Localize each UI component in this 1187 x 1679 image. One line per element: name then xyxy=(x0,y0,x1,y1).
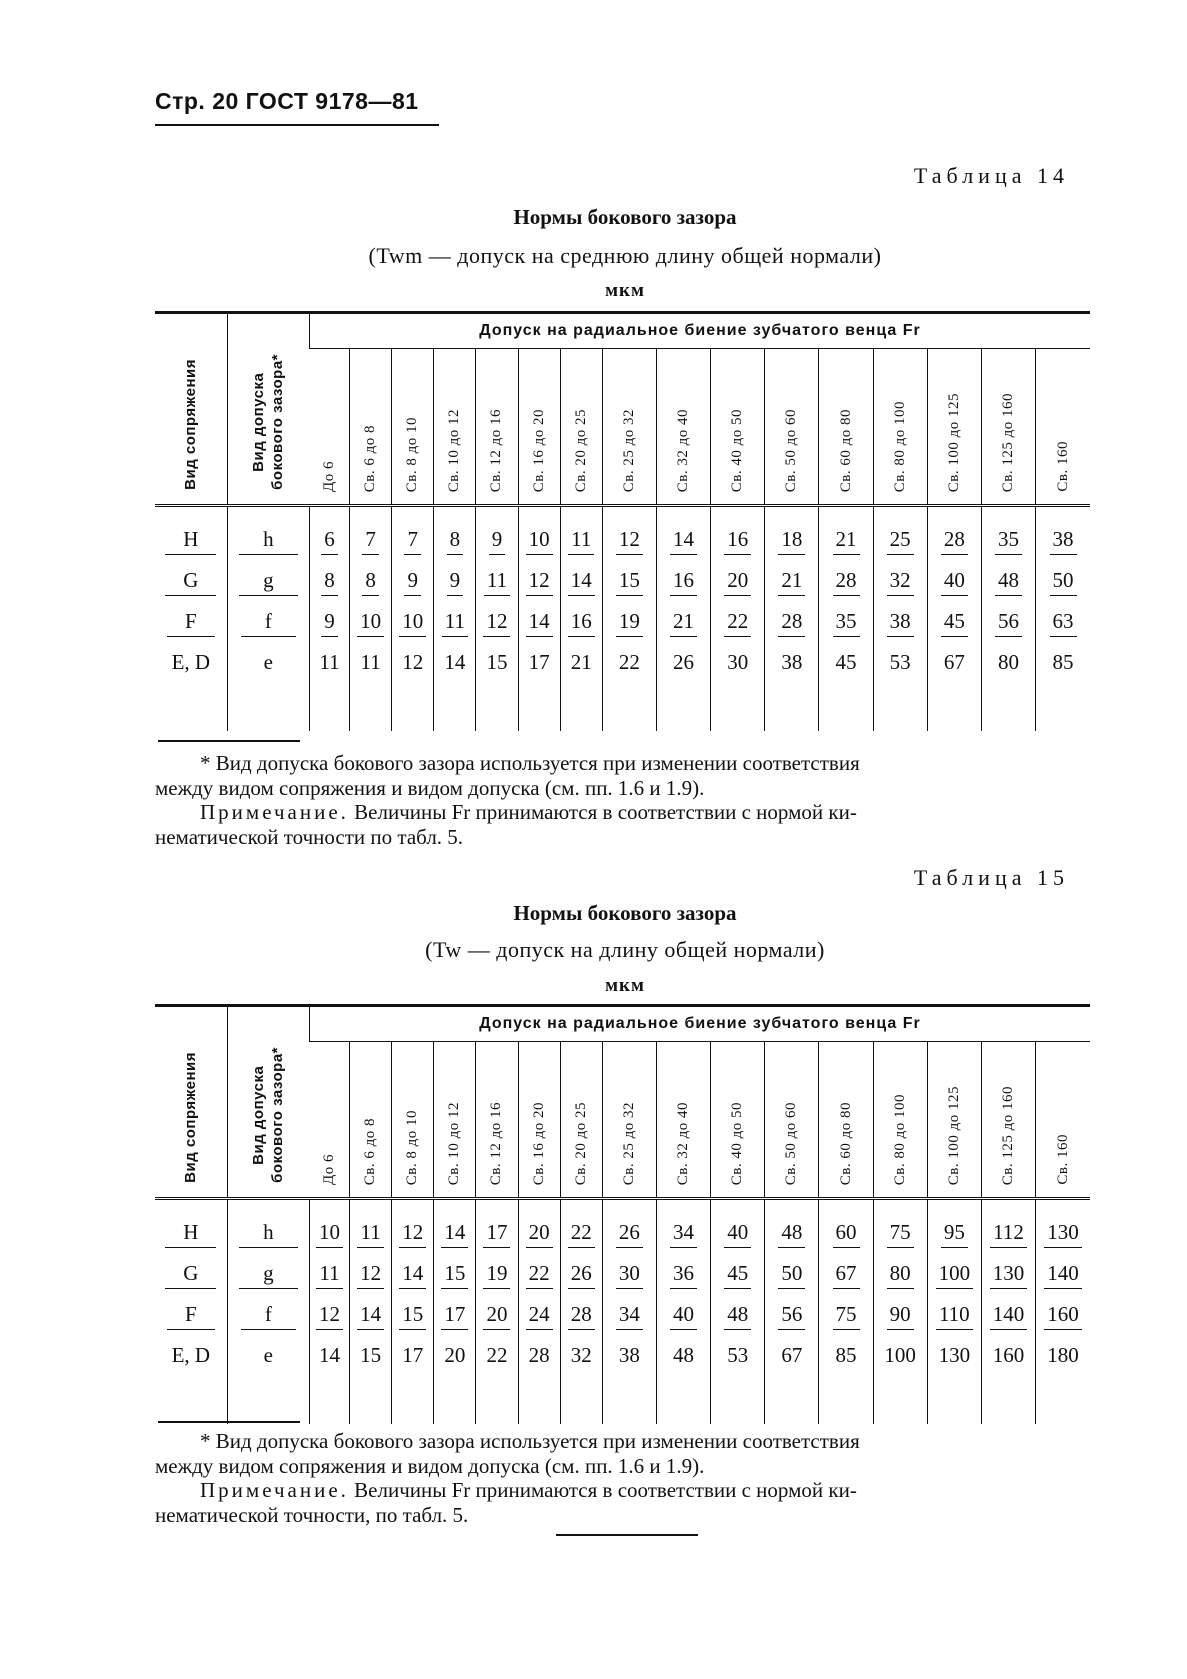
cell-value: 130 xyxy=(1036,1212,1090,1253)
cell-value: 14 xyxy=(518,601,560,642)
cell-value: 17 xyxy=(476,1212,518,1253)
header-range-5 xyxy=(518,1041,560,1198)
cell-value: 15 xyxy=(392,1294,434,1335)
table-row xyxy=(155,560,1090,601)
cell-value: 160 xyxy=(1036,1294,1090,1335)
cell-value: 17 xyxy=(518,642,560,683)
header-range-14 xyxy=(981,348,1035,505)
table-row xyxy=(155,1335,1090,1376)
header-clearance-tolerance-line1: Вид допуска xyxy=(250,1065,268,1165)
header-clearance-tolerance-line2: бокового зазора* xyxy=(269,1047,287,1183)
cell-value: 16 xyxy=(656,560,710,601)
cell-value: 8 xyxy=(434,519,476,560)
cell-value: 28 xyxy=(819,560,873,601)
table-row xyxy=(155,1253,1090,1294)
cell-value: 7 xyxy=(350,519,392,560)
header-range-label: Св. 32 до 40 xyxy=(675,1101,692,1185)
header-range-label: Св. 6 до 8 xyxy=(362,1117,379,1185)
cell-value: 18 xyxy=(765,519,819,560)
cell-value: 11 xyxy=(560,519,602,560)
header-range-7 xyxy=(602,1041,656,1198)
header-range-11 xyxy=(819,1041,873,1198)
cell-value: 12 xyxy=(309,1294,349,1335)
cell-tolerance-type: g xyxy=(227,1253,309,1294)
cell-value: 50 xyxy=(765,1253,819,1294)
table-15-note-text2: нематической точности, по табл. 5. xyxy=(155,1503,469,1527)
header-range-9 xyxy=(711,348,765,505)
header-range-label: Св. 10 до 12 xyxy=(446,1101,463,1185)
cell-value: 67 xyxy=(819,1253,873,1294)
header-range-7 xyxy=(602,348,656,505)
cell-value: 8 xyxy=(309,560,349,601)
header-range-label: Св. 32 до 40 xyxy=(675,408,692,492)
cell-value: 10 xyxy=(518,519,560,560)
cell-value: 40 xyxy=(711,1212,765,1253)
cell-value: 28 xyxy=(927,519,981,560)
header-clearance-tolerance-line1: Вид допуска xyxy=(250,372,268,472)
cell-tolerance-type: f xyxy=(227,601,309,642)
cell-value: 21 xyxy=(656,601,710,642)
cell-value: 48 xyxy=(765,1212,819,1253)
cell-value: 16 xyxy=(560,601,602,642)
table-14 xyxy=(155,311,1090,731)
table-15-unit: мкм xyxy=(605,975,645,996)
table-row xyxy=(155,519,1090,560)
cell-value: 140 xyxy=(1036,1253,1090,1294)
cell-value: 75 xyxy=(819,1294,873,1335)
cell-mate-type: G xyxy=(155,1253,227,1294)
header-range-15 xyxy=(1036,1041,1090,1198)
header-range-10 xyxy=(765,1041,819,1198)
header-range-label: Св. 25 до 32 xyxy=(620,1101,637,1185)
cell-value: 11 xyxy=(350,1212,392,1253)
cell-value: 15 xyxy=(434,1253,476,1294)
header-range-label: Св. 10 до 12 xyxy=(446,408,463,492)
cell-value: 11 xyxy=(309,1253,349,1294)
header-mate-type xyxy=(155,1006,227,1199)
cell-value: 80 xyxy=(981,642,1035,683)
cell-value: 17 xyxy=(434,1294,476,1335)
header-range-3 xyxy=(434,1041,476,1198)
cell-value: 48 xyxy=(656,1335,710,1376)
cell-value: 48 xyxy=(711,1294,765,1335)
cell-value: 19 xyxy=(602,601,656,642)
cell-value: 45 xyxy=(927,601,981,642)
header-mate-type-label: Вид сопряжения xyxy=(182,1052,200,1183)
cell-value: 38 xyxy=(873,601,927,642)
cell-value: 26 xyxy=(602,1212,656,1253)
cell-value: 7 xyxy=(392,519,434,560)
cell-value: 38 xyxy=(602,1335,656,1376)
cell-value: 36 xyxy=(656,1253,710,1294)
table-14-footnote-line1: * Вид допуска бокового зазора используется при изменении соответствия xyxy=(200,751,860,775)
cell-tolerance-type: e xyxy=(227,642,309,683)
cell-value: 28 xyxy=(560,1294,602,1335)
cell-value: 12 xyxy=(518,560,560,601)
cell-value: 40 xyxy=(656,1294,710,1335)
cell-value: 35 xyxy=(981,519,1035,560)
cell-value: 95 xyxy=(927,1212,981,1253)
cell-value: 48 xyxy=(981,560,1035,601)
cell-value: 28 xyxy=(518,1335,560,1376)
cell-value: 63 xyxy=(1036,601,1090,642)
cell-value: 14 xyxy=(434,642,476,683)
header-range-label: Св. 16 до 20 xyxy=(530,408,547,492)
header-range-8 xyxy=(656,1041,710,1198)
header-range-1 xyxy=(350,348,392,505)
table-14-note-text1: Величины Fr принимаются в соответствии с нормой ки- xyxy=(348,800,857,824)
cell-value: 56 xyxy=(765,1294,819,1335)
cell-mate-type: F xyxy=(155,1294,227,1335)
cell-value: 14 xyxy=(434,1212,476,1253)
cell-value: 38 xyxy=(1036,519,1090,560)
cell-value: 22 xyxy=(560,1212,602,1253)
header-range-11 xyxy=(819,348,873,505)
table-15-footnote-line1: * Вид допуска бокового зазора используется при изменении соответствия xyxy=(200,1429,860,1453)
cell-value: 30 xyxy=(602,1253,656,1294)
header-range-label: Св. 80 до 100 xyxy=(891,400,908,492)
cell-value: 11 xyxy=(350,642,392,683)
cell-value: 67 xyxy=(927,642,981,683)
header-range-label: Св. 60 до 80 xyxy=(837,1101,854,1185)
header-range-label: Св. 12 до 16 xyxy=(488,1101,505,1185)
cell-value: 32 xyxy=(560,1335,602,1376)
cell-value: 9 xyxy=(309,601,349,642)
cell-value: 12 xyxy=(602,519,656,560)
table-row xyxy=(155,1212,1090,1253)
header-clearance-tolerance-type xyxy=(227,1006,309,1199)
header-range-2 xyxy=(392,348,434,505)
header-range-label: Св. 8 до 10 xyxy=(404,1109,421,1185)
table-15-note-text1: Величины Fr принимаются в соответствии с нормой ки- xyxy=(348,1478,857,1502)
cell-value: 22 xyxy=(711,601,765,642)
table-15-note xyxy=(155,1478,1090,1528)
header-range-label: Св. 60 до 80 xyxy=(837,408,854,492)
header-range-label: Св. 125 до 160 xyxy=(999,1085,1016,1185)
header-range-label: Св. 6 до 8 xyxy=(362,424,379,492)
running-head-rule xyxy=(155,124,439,126)
cell-value: 22 xyxy=(476,1335,518,1376)
cell-mate-type: F xyxy=(155,601,227,642)
cell-value: 85 xyxy=(1036,642,1090,683)
cell-value: 75 xyxy=(873,1212,927,1253)
header-range-8 xyxy=(656,348,710,505)
cell-value: 11 xyxy=(476,560,518,601)
table-15-number: Таблица 15 xyxy=(913,865,1069,890)
header-range-label: Св. 80 до 100 xyxy=(891,1093,908,1185)
header-range-15 xyxy=(1036,348,1090,505)
cell-value: 38 xyxy=(765,642,819,683)
table-14-footnote xyxy=(155,751,1090,801)
header-range-label: Св. 12 до 16 xyxy=(488,408,505,492)
cell-value: 80 xyxy=(873,1253,927,1294)
header-range-label: Св. 20 до 25 xyxy=(572,1101,589,1185)
cell-value: 20 xyxy=(434,1335,476,1376)
cell-value: 8 xyxy=(350,560,392,601)
cell-value: 16 xyxy=(711,519,765,560)
header-range-label: Св. 8 до 10 xyxy=(404,416,421,492)
cell-value: 180 xyxy=(1036,1335,1090,1376)
cell-value: 22 xyxy=(518,1253,560,1294)
header-range-label: Св. 25 до 32 xyxy=(620,408,637,492)
cell-mate-type: E, D xyxy=(171,650,211,674)
table-14-note-text2: нематической точности по табл. 5. xyxy=(155,825,464,849)
table-14-note xyxy=(155,800,1090,850)
cell-value: 28 xyxy=(765,601,819,642)
cell-value: 110 xyxy=(927,1294,981,1335)
header-range-label: До 6 xyxy=(320,1154,337,1185)
cell-value: 14 xyxy=(309,1335,349,1376)
cell-value: 40 xyxy=(927,560,981,601)
cell-value: 9 xyxy=(392,560,434,601)
table-14-footnote-line2: между видом сопряжения и видом допуска (см. пп. 1.6 и 1.9). xyxy=(155,776,705,800)
cell-tolerance-type: h xyxy=(227,1212,309,1253)
header-range-label: Св. 16 до 20 xyxy=(530,1101,547,1185)
header-range-label: Св. 50 до 60 xyxy=(783,408,800,492)
cell-value: 20 xyxy=(476,1294,518,1335)
cell-value: 60 xyxy=(819,1212,873,1253)
header-range-4 xyxy=(476,348,518,505)
cell-value: 14 xyxy=(656,519,710,560)
cell-value: 160 xyxy=(981,1335,1035,1376)
header-range-0 xyxy=(309,348,349,505)
header-mate-type xyxy=(155,313,227,506)
cell-value: 100 xyxy=(927,1253,981,1294)
running-head: Стр. 20 ГОСТ 9178—81 xyxy=(155,88,419,114)
cell-value: 20 xyxy=(711,560,765,601)
header-range-label: Св. 40 до 50 xyxy=(729,1101,746,1185)
table-row xyxy=(155,1294,1090,1335)
header-range-label: Св. 160 xyxy=(1054,441,1071,492)
cell-value: 12 xyxy=(392,642,434,683)
table-14-title: Нормы бокового зазора xyxy=(513,205,737,229)
cell-value: 26 xyxy=(656,642,710,683)
cell-value: 14 xyxy=(560,560,602,601)
table-14-subtitle: (Twm — допуск на среднюю длину общей нормали) xyxy=(368,243,882,268)
cell-value: 34 xyxy=(656,1212,710,1253)
cell-tolerance-type: e xyxy=(227,1335,309,1376)
cell-value: 14 xyxy=(392,1253,434,1294)
header-range-5 xyxy=(518,348,560,505)
cell-value: 6 xyxy=(309,519,349,560)
table-14-note-label: Примечание. xyxy=(200,800,349,824)
cell-value: 67 xyxy=(765,1335,819,1376)
cell-value: 50 xyxy=(1036,560,1090,601)
cell-value: 10 xyxy=(309,1212,349,1253)
header-range-13 xyxy=(927,1041,981,1198)
cell-value: 34 xyxy=(602,1294,656,1335)
cell-value: 26 xyxy=(560,1253,602,1294)
cell-value: 12 xyxy=(350,1253,392,1294)
cell-mate-type: H xyxy=(155,1212,227,1253)
header-range-12 xyxy=(873,348,927,505)
cell-value: 90 xyxy=(873,1294,927,1335)
cell-value: 21 xyxy=(560,642,602,683)
table-row xyxy=(155,642,1090,683)
table-row xyxy=(155,601,1090,642)
header-range-0 xyxy=(309,1041,349,1198)
table-14-footnote-rule xyxy=(158,740,300,742)
cell-value: 20 xyxy=(518,1212,560,1253)
table-14-unit: мкм xyxy=(605,280,645,301)
cell-value: 32 xyxy=(873,560,927,601)
cell-mate-type: E, D xyxy=(171,1343,211,1367)
cell-value: 140 xyxy=(981,1294,1035,1335)
table-15-footnote-line2: между видом сопряжения и видом допуска (см. пп. 1.6 и 1.9). xyxy=(155,1454,705,1478)
table-15 xyxy=(155,1004,1090,1424)
header-radial-runout-span: Допуск на радиальное биение зубчатого венца Fr xyxy=(309,1006,1090,1042)
end-rule xyxy=(556,1534,698,1536)
header-clearance-tolerance-line2: бокового зазора* xyxy=(269,354,287,490)
cell-value: 45 xyxy=(711,1253,765,1294)
header-range-12 xyxy=(873,1041,927,1198)
cell-mate-type: H xyxy=(155,519,227,560)
header-range-label: Св. 40 до 50 xyxy=(729,408,746,492)
cell-tolerance-type: g xyxy=(227,560,309,601)
cell-value: 10 xyxy=(350,601,392,642)
cell-value: 17 xyxy=(392,1335,434,1376)
cell-value: 30 xyxy=(711,642,765,683)
cell-value: 25 xyxy=(873,519,927,560)
header-range-1 xyxy=(350,1041,392,1198)
cell-value: 14 xyxy=(350,1294,392,1335)
cell-value: 9 xyxy=(476,519,518,560)
cell-value: 22 xyxy=(602,642,656,683)
cell-value: 130 xyxy=(981,1253,1035,1294)
cell-value: 15 xyxy=(350,1335,392,1376)
cell-value: 11 xyxy=(309,642,349,683)
cell-value: 100 xyxy=(873,1335,927,1376)
header-range-2 xyxy=(392,1041,434,1198)
header-range-label: До 6 xyxy=(320,461,337,492)
header-range-10 xyxy=(765,348,819,505)
cell-value: 15 xyxy=(476,642,518,683)
cell-value: 9 xyxy=(434,560,476,601)
cell-tolerance-type: h xyxy=(227,519,309,560)
cell-value: 19 xyxy=(476,1253,518,1294)
cell-value: 130 xyxy=(927,1335,981,1376)
cell-tolerance-type: f xyxy=(227,1294,309,1335)
header-range-label: Св. 100 до 125 xyxy=(945,1085,962,1185)
header-range-label: Св. 50 до 60 xyxy=(783,1101,800,1185)
header-range-6 xyxy=(560,348,602,505)
header-range-label: Св. 100 до 125 xyxy=(945,392,962,492)
cell-value: 35 xyxy=(819,601,873,642)
cell-value: 21 xyxy=(765,560,819,601)
cell-value: 15 xyxy=(602,560,656,601)
cell-value: 112 xyxy=(981,1212,1035,1253)
header-range-9 xyxy=(711,1041,765,1198)
header-range-label: Св. 125 до 160 xyxy=(999,392,1016,492)
cell-value: 12 xyxy=(392,1212,434,1253)
cell-value: 85 xyxy=(819,1335,873,1376)
cell-value: 12 xyxy=(476,601,518,642)
header-range-6 xyxy=(560,1041,602,1198)
header-range-13 xyxy=(927,348,981,505)
cell-value: 10 xyxy=(392,601,434,642)
cell-value: 11 xyxy=(434,601,476,642)
table-15-note-label: Примечание. xyxy=(200,1478,349,1502)
header-range-4 xyxy=(476,1041,518,1198)
header-mate-type-label: Вид сопряжения xyxy=(182,359,200,490)
cell-value: 53 xyxy=(873,642,927,683)
header-radial-runout-span: Допуск на радиальное биение зубчатого венца Fr xyxy=(309,313,1090,349)
cell-value: 56 xyxy=(981,601,1035,642)
cell-value: 24 xyxy=(518,1294,560,1335)
table-15-footnote xyxy=(155,1429,1090,1479)
cell-value: 45 xyxy=(819,642,873,683)
cell-value: 53 xyxy=(711,1335,765,1376)
table-15-subtitle: (Tw — допуск на длину общей нормали) xyxy=(425,937,825,962)
header-range-label: Св. 160 xyxy=(1054,1134,1071,1185)
cell-mate-type: G xyxy=(155,560,227,601)
table-15-footnote-rule xyxy=(158,1421,300,1423)
header-clearance-tolerance-type xyxy=(227,313,309,506)
header-range-14 xyxy=(981,1041,1035,1198)
header-range-3 xyxy=(434,348,476,505)
cell-value: 21 xyxy=(819,519,873,560)
table-14-number: Таблица 14 xyxy=(913,163,1069,188)
header-range-label: Св. 20 до 25 xyxy=(572,408,589,492)
table-15-title: Нормы бокового зазора xyxy=(513,901,737,925)
